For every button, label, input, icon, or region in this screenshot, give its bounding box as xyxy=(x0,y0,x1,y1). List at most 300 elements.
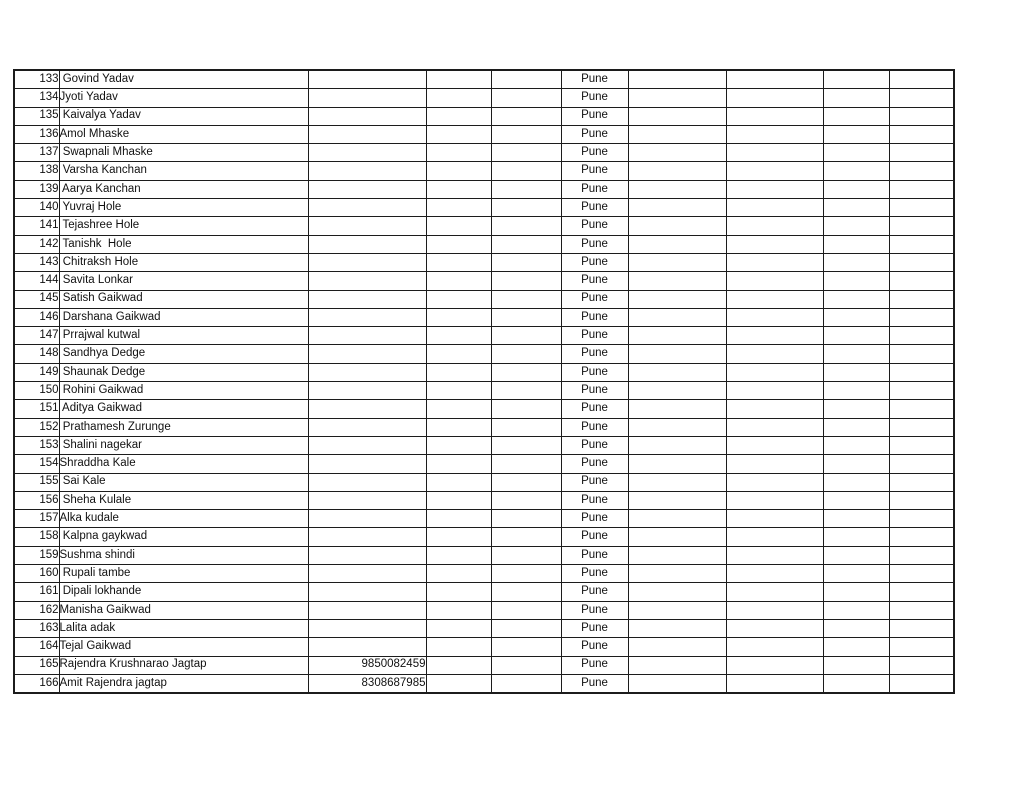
row-number-cell: 135 xyxy=(14,107,59,125)
row-number-cell: 156 xyxy=(14,491,59,509)
empty-cell xyxy=(889,144,954,162)
empty-cell xyxy=(726,656,823,674)
empty-cell xyxy=(726,400,823,418)
city-cell: Pune xyxy=(561,546,628,564)
table-row xyxy=(14,510,954,528)
table-row xyxy=(14,363,954,381)
empty-cell xyxy=(628,619,726,637)
empty-cell xyxy=(426,70,491,89)
name-cell: Aarya Kanchan xyxy=(59,180,308,198)
empty-cell xyxy=(628,510,726,528)
city-cell: Pune xyxy=(561,528,628,546)
row-number-cell: 157 xyxy=(14,510,59,528)
empty-cell xyxy=(628,455,726,473)
empty-cell xyxy=(889,70,954,89)
row-number-cell: 147 xyxy=(14,327,59,345)
empty-cell xyxy=(726,253,823,271)
empty-cell xyxy=(628,528,726,546)
empty-cell xyxy=(628,180,726,198)
empty-cell xyxy=(823,290,889,308)
phone-cell xyxy=(308,272,426,290)
phone-cell xyxy=(308,382,426,400)
name-cell: Darshana Gaikwad xyxy=(59,308,308,326)
empty-cell xyxy=(889,546,954,564)
row-number-cell: 165 xyxy=(14,656,59,674)
empty-cell xyxy=(491,382,561,400)
table-row xyxy=(14,491,954,509)
empty-cell xyxy=(726,528,823,546)
empty-cell xyxy=(628,583,726,601)
table-row xyxy=(14,199,954,217)
empty-cell xyxy=(823,436,889,454)
empty-cell xyxy=(491,199,561,217)
name-cell: Sheha Kulale xyxy=(59,491,308,509)
empty-cell xyxy=(889,565,954,583)
empty-cell xyxy=(889,89,954,107)
phone-cell xyxy=(308,546,426,564)
phone-cell xyxy=(308,491,426,509)
name-cell: Dipali lokhande xyxy=(59,583,308,601)
empty-cell xyxy=(491,510,561,528)
empty-cell xyxy=(628,144,726,162)
empty-cell xyxy=(823,638,889,656)
city-cell: Pune xyxy=(561,144,628,162)
table-row xyxy=(14,418,954,436)
empty-cell xyxy=(823,125,889,143)
empty-cell xyxy=(628,473,726,491)
empty-cell xyxy=(823,619,889,637)
city-cell: Pune xyxy=(561,272,628,290)
city-cell: Pune xyxy=(561,107,628,125)
empty-cell xyxy=(726,436,823,454)
empty-cell xyxy=(426,144,491,162)
empty-cell xyxy=(889,217,954,235)
empty-cell xyxy=(726,583,823,601)
phone-cell xyxy=(308,290,426,308)
phone-cell xyxy=(308,601,426,619)
city-cell: Pune xyxy=(561,70,628,89)
empty-cell xyxy=(491,144,561,162)
table-row xyxy=(14,89,954,107)
phone-cell xyxy=(308,162,426,180)
empty-cell xyxy=(823,70,889,89)
empty-cell xyxy=(491,345,561,363)
row-number-cell: 152 xyxy=(14,418,59,436)
empty-cell xyxy=(889,656,954,674)
row-number-cell: 163 xyxy=(14,619,59,637)
row-number-cell: 148 xyxy=(14,345,59,363)
empty-cell xyxy=(426,674,491,693)
name-cell: Prrajwal kutwal xyxy=(59,327,308,345)
table-row xyxy=(14,382,954,400)
name-cell: Alka kudale xyxy=(59,510,308,528)
row-number-cell: 134 xyxy=(14,89,59,107)
name-cell: Govind Yadav xyxy=(59,70,308,89)
empty-cell xyxy=(426,89,491,107)
name-cell: Tejashree Hole xyxy=(59,217,308,235)
empty-cell xyxy=(628,308,726,326)
empty-cell xyxy=(628,363,726,381)
phone-cell xyxy=(308,473,426,491)
empty-cell xyxy=(823,473,889,491)
phone-cell xyxy=(308,418,426,436)
empty-cell xyxy=(823,455,889,473)
empty-cell xyxy=(823,601,889,619)
empty-cell xyxy=(426,491,491,509)
empty-cell xyxy=(491,565,561,583)
empty-cell xyxy=(823,528,889,546)
name-cell: Shalini nagekar xyxy=(59,436,308,454)
table-body xyxy=(14,70,954,693)
empty-cell xyxy=(491,308,561,326)
empty-cell xyxy=(491,290,561,308)
city-cell: Pune xyxy=(561,327,628,345)
empty-cell xyxy=(823,217,889,235)
empty-cell xyxy=(426,308,491,326)
empty-cell xyxy=(628,345,726,363)
empty-cell xyxy=(628,491,726,509)
empty-cell xyxy=(823,400,889,418)
phone-cell xyxy=(308,638,426,656)
empty-cell xyxy=(726,546,823,564)
empty-cell xyxy=(426,510,491,528)
empty-cell xyxy=(889,455,954,473)
phone-cell xyxy=(308,199,426,217)
empty-cell xyxy=(726,144,823,162)
empty-cell xyxy=(889,327,954,345)
table-row xyxy=(14,107,954,125)
city-cell: Pune xyxy=(561,565,628,583)
empty-cell xyxy=(426,418,491,436)
city-cell: Pune xyxy=(561,638,628,656)
empty-cell xyxy=(491,327,561,345)
row-number-cell: 153 xyxy=(14,436,59,454)
table-row xyxy=(14,546,954,564)
empty-cell xyxy=(628,674,726,693)
empty-cell xyxy=(823,583,889,601)
empty-cell xyxy=(889,253,954,271)
row-number-cell: 136 xyxy=(14,125,59,143)
table-row xyxy=(14,345,954,363)
table-row xyxy=(14,619,954,637)
empty-cell xyxy=(491,619,561,637)
empty-cell xyxy=(823,510,889,528)
empty-cell xyxy=(491,546,561,564)
phone-cell xyxy=(308,510,426,528)
empty-cell xyxy=(823,546,889,564)
city-cell: Pune xyxy=(561,455,628,473)
empty-cell xyxy=(726,674,823,693)
table-row xyxy=(14,473,954,491)
empty-cell xyxy=(889,345,954,363)
table-row xyxy=(14,436,954,454)
empty-cell xyxy=(426,125,491,143)
table-row xyxy=(14,144,954,162)
phone-cell: 8308687985 xyxy=(308,674,426,693)
row-number-cell: 164 xyxy=(14,638,59,656)
empty-cell xyxy=(426,619,491,637)
empty-cell xyxy=(823,272,889,290)
phone-cell xyxy=(308,528,426,546)
empty-cell xyxy=(628,235,726,253)
empty-cell xyxy=(823,144,889,162)
phone-cell xyxy=(308,583,426,601)
name-cell: Jyoti Yadav xyxy=(59,89,308,107)
name-cell: Aditya Gaikwad xyxy=(59,400,308,418)
empty-cell xyxy=(628,638,726,656)
empty-cell xyxy=(491,235,561,253)
empty-cell xyxy=(726,491,823,509)
phone-cell xyxy=(308,308,426,326)
empty-cell xyxy=(491,107,561,125)
empty-cell xyxy=(628,418,726,436)
row-number-cell: 138 xyxy=(14,162,59,180)
name-cell: Manisha Gaikwad xyxy=(59,601,308,619)
name-cell: Yuvraj Hole xyxy=(59,199,308,217)
table-row xyxy=(14,674,954,693)
name-cell: Kalpna gaykwad xyxy=(59,528,308,546)
empty-cell xyxy=(823,327,889,345)
name-cell: Savita Lonkar xyxy=(59,272,308,290)
row-number-cell: 154 xyxy=(14,455,59,473)
table-row xyxy=(14,565,954,583)
row-number-cell: 140 xyxy=(14,199,59,217)
empty-cell xyxy=(889,528,954,546)
empty-cell xyxy=(823,565,889,583)
empty-cell xyxy=(426,638,491,656)
row-number-cell: 133 xyxy=(14,70,59,89)
empty-cell xyxy=(889,272,954,290)
row-number-cell: 155 xyxy=(14,473,59,491)
empty-cell xyxy=(426,253,491,271)
table-row xyxy=(14,400,954,418)
empty-cell xyxy=(628,436,726,454)
empty-cell xyxy=(889,107,954,125)
name-cell: Shraddha Kale xyxy=(59,455,308,473)
empty-cell xyxy=(426,473,491,491)
row-number-cell: 146 xyxy=(14,308,59,326)
table-row xyxy=(14,327,954,345)
empty-cell xyxy=(889,473,954,491)
empty-cell xyxy=(491,418,561,436)
empty-cell xyxy=(426,400,491,418)
empty-cell xyxy=(889,436,954,454)
empty-cell xyxy=(491,363,561,381)
empty-cell xyxy=(628,70,726,89)
empty-cell xyxy=(491,253,561,271)
empty-cell xyxy=(726,473,823,491)
city-cell: Pune xyxy=(561,217,628,235)
row-number-cell: 166 xyxy=(14,674,59,693)
empty-cell xyxy=(628,89,726,107)
empty-cell xyxy=(823,308,889,326)
row-number-cell: 150 xyxy=(14,382,59,400)
phone-cell: 9850082459 xyxy=(308,656,426,674)
table-row xyxy=(14,601,954,619)
empty-cell xyxy=(628,400,726,418)
empty-cell xyxy=(823,180,889,198)
empty-cell xyxy=(726,125,823,143)
empty-cell xyxy=(426,565,491,583)
empty-cell xyxy=(491,400,561,418)
empty-cell xyxy=(726,89,823,107)
empty-cell xyxy=(426,272,491,290)
empty-cell xyxy=(628,217,726,235)
phone-cell xyxy=(308,363,426,381)
row-number-cell: 137 xyxy=(14,144,59,162)
empty-cell xyxy=(491,601,561,619)
table-row xyxy=(14,253,954,271)
phone-cell xyxy=(308,565,426,583)
name-cell: Chitraksh Hole xyxy=(59,253,308,271)
name-cell: Rupali tambe xyxy=(59,565,308,583)
empty-cell xyxy=(823,491,889,509)
empty-cell xyxy=(628,565,726,583)
empty-cell xyxy=(628,272,726,290)
empty-cell xyxy=(426,345,491,363)
city-cell: Pune xyxy=(561,89,628,107)
phone-cell xyxy=(308,235,426,253)
empty-cell xyxy=(889,363,954,381)
empty-cell xyxy=(889,638,954,656)
empty-cell xyxy=(426,436,491,454)
name-cell: Tanishk Hole xyxy=(59,235,308,253)
row-number-cell: 161 xyxy=(14,583,59,601)
table-row xyxy=(14,235,954,253)
empty-cell xyxy=(726,418,823,436)
empty-cell xyxy=(726,308,823,326)
row-number-cell: 143 xyxy=(14,253,59,271)
empty-cell xyxy=(426,546,491,564)
empty-cell xyxy=(889,491,954,509)
city-cell: Pune xyxy=(561,199,628,217)
empty-cell xyxy=(889,418,954,436)
empty-cell xyxy=(889,290,954,308)
city-cell: Pune xyxy=(561,382,628,400)
table-row xyxy=(14,528,954,546)
empty-cell xyxy=(426,180,491,198)
empty-cell xyxy=(491,674,561,693)
table-row xyxy=(14,638,954,656)
empty-cell xyxy=(491,162,561,180)
empty-cell xyxy=(628,253,726,271)
city-cell: Pune xyxy=(561,674,628,693)
row-number-cell: 158 xyxy=(14,528,59,546)
city-cell: Pune xyxy=(561,180,628,198)
name-cell: Rajendra Krushnarao Jagtap xyxy=(59,656,308,674)
empty-cell xyxy=(491,180,561,198)
city-cell: Pune xyxy=(561,400,628,418)
empty-cell xyxy=(823,253,889,271)
name-cell: Varsha Kanchan xyxy=(59,162,308,180)
row-number-cell: 141 xyxy=(14,217,59,235)
phone-cell xyxy=(308,619,426,637)
empty-cell xyxy=(491,455,561,473)
table-row xyxy=(14,125,954,143)
empty-cell xyxy=(726,363,823,381)
empty-cell xyxy=(491,272,561,290)
empty-cell xyxy=(491,217,561,235)
empty-cell xyxy=(889,199,954,217)
empty-cell xyxy=(823,199,889,217)
empty-cell xyxy=(726,272,823,290)
row-number-cell: 160 xyxy=(14,565,59,583)
city-cell: Pune xyxy=(561,656,628,674)
empty-cell xyxy=(491,436,561,454)
name-cell: Rohini Gaikwad xyxy=(59,382,308,400)
empty-cell xyxy=(889,619,954,637)
empty-cell xyxy=(889,125,954,143)
empty-cell xyxy=(628,382,726,400)
empty-cell xyxy=(491,89,561,107)
empty-cell xyxy=(823,107,889,125)
city-cell: Pune xyxy=(561,473,628,491)
empty-cell xyxy=(889,510,954,528)
city-cell: Pune xyxy=(561,253,628,271)
empty-cell xyxy=(726,638,823,656)
empty-cell xyxy=(726,601,823,619)
empty-cell xyxy=(726,510,823,528)
empty-cell xyxy=(426,528,491,546)
name-cell: Swapnali Mhaske xyxy=(59,144,308,162)
empty-cell xyxy=(726,382,823,400)
empty-cell xyxy=(726,70,823,89)
empty-cell xyxy=(889,400,954,418)
empty-cell xyxy=(426,290,491,308)
empty-cell xyxy=(726,235,823,253)
empty-cell xyxy=(726,217,823,235)
empty-cell xyxy=(426,656,491,674)
empty-cell xyxy=(726,162,823,180)
empty-cell xyxy=(628,656,726,674)
city-cell: Pune xyxy=(561,491,628,509)
empty-cell xyxy=(889,308,954,326)
empty-cell xyxy=(426,199,491,217)
empty-cell xyxy=(726,619,823,637)
phone-cell xyxy=(308,70,426,89)
table-row xyxy=(14,455,954,473)
empty-cell xyxy=(491,70,561,89)
city-cell: Pune xyxy=(561,363,628,381)
empty-cell xyxy=(426,601,491,619)
empty-cell xyxy=(426,583,491,601)
empty-cell xyxy=(491,656,561,674)
phone-cell xyxy=(308,327,426,345)
name-cell: Tejal Gaikwad xyxy=(59,638,308,656)
city-cell: Pune xyxy=(561,345,628,363)
empty-cell xyxy=(491,125,561,143)
empty-cell xyxy=(628,162,726,180)
table-row xyxy=(14,70,954,89)
empty-cell xyxy=(889,382,954,400)
name-cell: Sai Kale xyxy=(59,473,308,491)
empty-cell xyxy=(491,583,561,601)
row-number-cell: 145 xyxy=(14,290,59,308)
empty-cell xyxy=(726,327,823,345)
empty-cell xyxy=(426,363,491,381)
table-row xyxy=(14,290,954,308)
empty-cell xyxy=(823,235,889,253)
empty-cell xyxy=(823,345,889,363)
name-cell: Prathamesh Zurunge xyxy=(59,418,308,436)
table-row xyxy=(14,583,954,601)
empty-cell xyxy=(426,162,491,180)
empty-cell xyxy=(628,290,726,308)
empty-cell xyxy=(628,107,726,125)
empty-cell xyxy=(889,674,954,693)
contact-table xyxy=(13,69,955,694)
city-cell: Pune xyxy=(561,162,628,180)
